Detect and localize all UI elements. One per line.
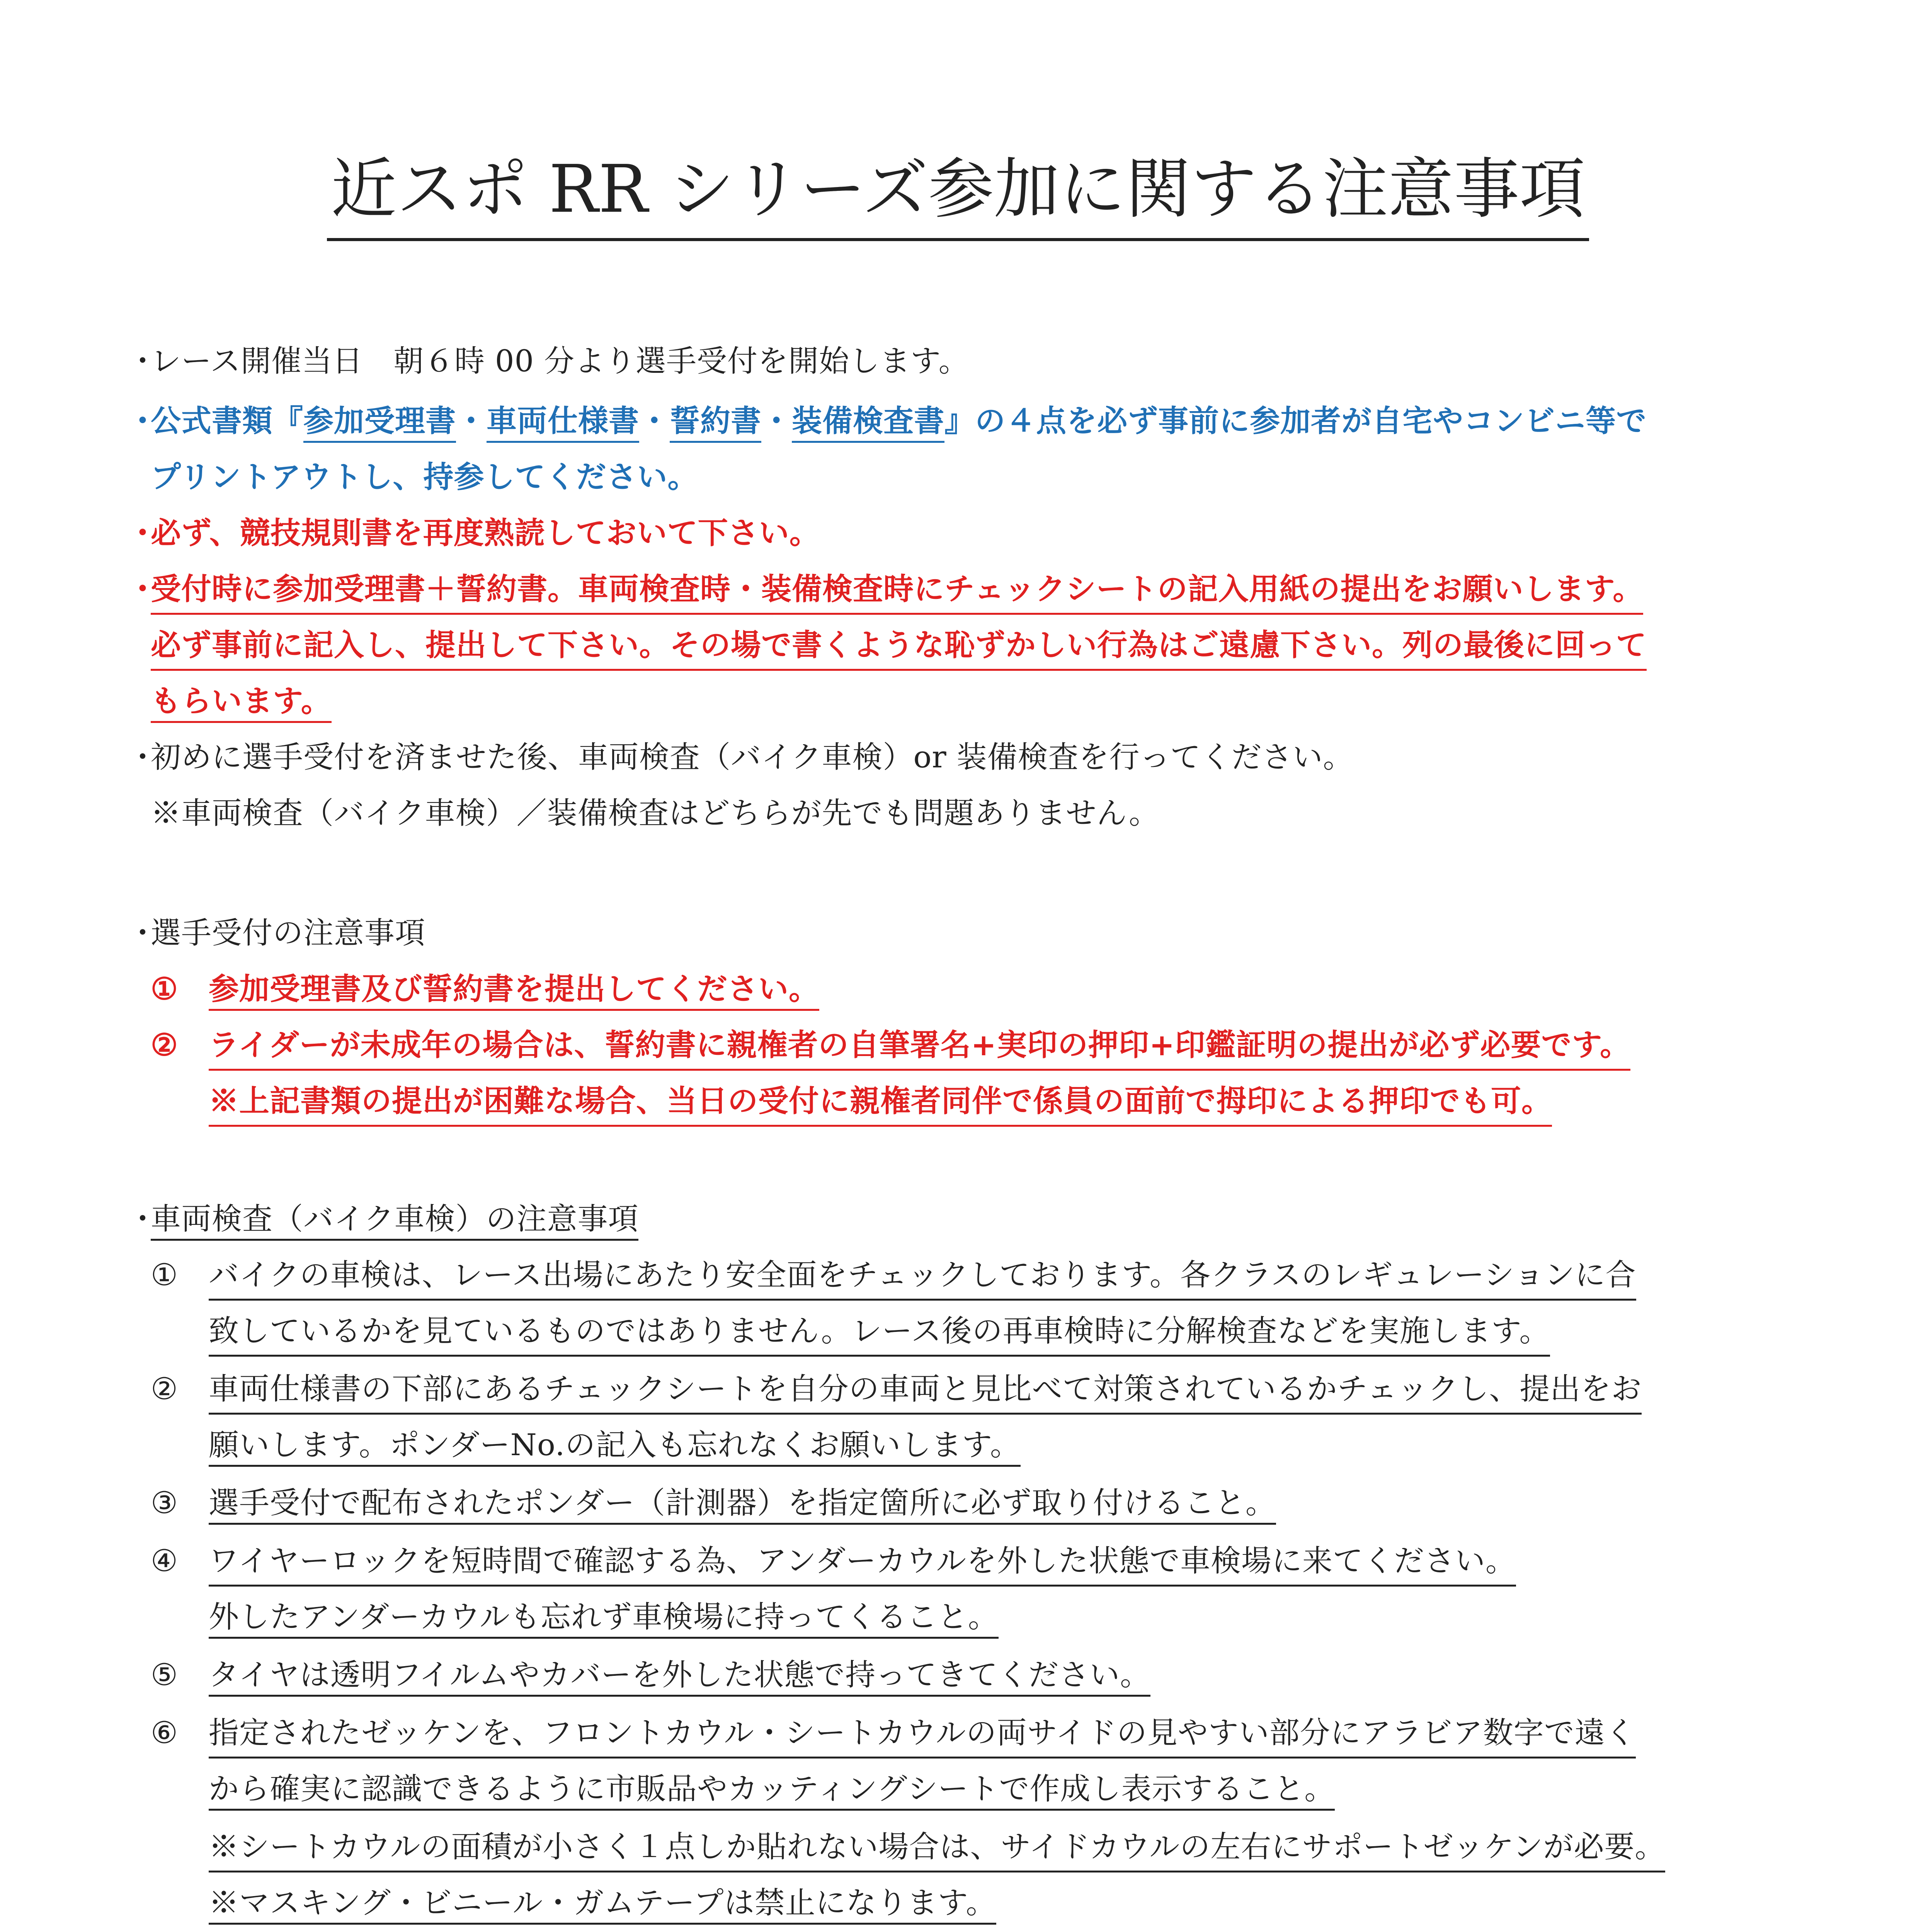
reception-item-2: ② ライダーが未成年の場合は、誓約書に親権者の自筆署名+実印の押印+印鑑証明の提出が必ず必要です。	[151, 1024, 1816, 1071]
item-number: ②	[151, 1027, 178, 1063]
item-number: ③	[151, 1486, 178, 1520]
intro-line-order-note: ※車両検査（バイク車検）／装備検査はどちらが先でも問題ありません。	[151, 796, 1160, 831]
item-number: ④	[151, 1544, 178, 1578]
intro-line-order: ・初めに選手受付を済ませた後、車両検査（バイク車検）or 装備検査を行ってください。	[128, 736, 1816, 779]
item-number: ⑤	[151, 1658, 178, 1692]
bullet: ・	[128, 403, 158, 439]
doc-name: 装備検査書	[792, 403, 944, 443]
intro-line-official-docs: ・公式書類『参加受理書・車両仕様書・誓約書・装備検査書』の４点を必ず事前に参加者が自宅やコンビニ等で	[128, 400, 1816, 442]
vehicle-item-6-note: ※マスキング・ビニール・ガムテープは禁止になります。	[209, 1882, 1816, 1924]
item-number: ②	[151, 1372, 178, 1406]
doc-name: 参加受理書	[303, 403, 456, 443]
item-number: ①	[151, 1258, 178, 1293]
vehicle-item-5: ⑤ タイヤは透明フイルムやカバーを外した状態で持ってきてください。	[151, 1654, 1816, 1696]
section-heading-reception: ・選手受付の注意事項	[128, 912, 1816, 954]
intro-line-submission: ・受付時に参加受理書＋誓約書。車両検査時・装備検査時にチェックシートの記入用紙の提出をお願いします。	[128, 568, 1816, 615]
vehicle-item-1-cont: 致しているかを見ているものではありません。レース後の再車検時に分解検査などを実施します。	[209, 1310, 1816, 1357]
vehicle-item-3: ③ 選手受付で配布されたポンダー（計測器）を指定箇所に必ず取り付けること。	[151, 1482, 1816, 1524]
intro-line-submission-cont: 必ず事前に記入し、提出して下さい。その場で書くような恥ずかしい行為はご遠慮下さい。列の最後に回って	[151, 624, 1816, 671]
bullet: ・	[128, 571, 158, 607]
vehicle-item-1: ① バイクの車検は、レース出場にあたり安全面をチェックしております。各クラスのレギュレーションに合	[151, 1254, 1816, 1301]
vehicle-item-6-note: ※シートカウルの面積が小さく１点しか貼れない場合は、サイドカウルの左右にサポートゼッケンが必要。	[209, 1826, 1816, 1872]
item-number: ①	[151, 971, 178, 1007]
intro-line-reception-time: ・レース開催当日 朝６時 00 分より選手受付を開始します。	[128, 340, 1816, 383]
section-heading-vehicle: ・車両検査（バイク車検）の注意事項	[128, 1198, 1816, 1240]
vehicle-item-2: ② 車両仕様書の下部にあるチェックシートを自分の車両と見比べて対策されているかチェックし、提出をお	[151, 1368, 1816, 1415]
item-number: ⑥	[151, 1716, 178, 1750]
bullet: ・	[128, 916, 158, 951]
vehicle-item-2-cont: 願いします。ポンダーNo.の記入も忘れなくお願いします。	[209, 1424, 1816, 1466]
vehicle-item-6: ⑥ 指定されたゼッケンを、フロントカウル・シートカウルの両サイドの見やすい部分にアラビア数字で遠く	[151, 1712, 1816, 1759]
bullet: ・	[128, 515, 158, 551]
bullet: ・	[128, 740, 158, 775]
intro-line-rulebook: ・必ず、競技規則書を再度熟読しておいて下さい。	[128, 512, 1816, 554]
reception-item-2-cont: ※上記書類の提出が困難な場合、当日の受付に親権者同伴で係員の面前で拇印による押印でも可。	[209, 1080, 1816, 1127]
page-title: 近スポ RR シリーズ参加に関する注意事項	[0, 143, 1916, 241]
doc-name: 誓約書	[670, 403, 761, 443]
vehicle-item-6-cont: から確実に認識できるように市販品やカッティングシートで作成し表示すること。	[209, 1768, 1816, 1810]
bullet: ・	[128, 1202, 158, 1236]
bullet: ・	[128, 344, 158, 379]
vehicle-item-4-cont: 外したアンダーカウルも忘れず車検場に持ってくること。	[209, 1596, 1816, 1638]
reception-item-1: ① 参加受理書及び誓約書を提出してください。	[151, 968, 1816, 1010]
intro-line-submission-cont: もらいます。	[151, 680, 1816, 723]
doc-name: 車両仕様書	[487, 403, 639, 443]
vehicle-item-4: ④ ワイヤーロックを短時間で確認する為、アンダーカウルを外した状態で車検場に来てください。	[151, 1540, 1816, 1587]
intro-line-official-docs-cont: プリントアウトし、持参してください。	[151, 459, 698, 495]
